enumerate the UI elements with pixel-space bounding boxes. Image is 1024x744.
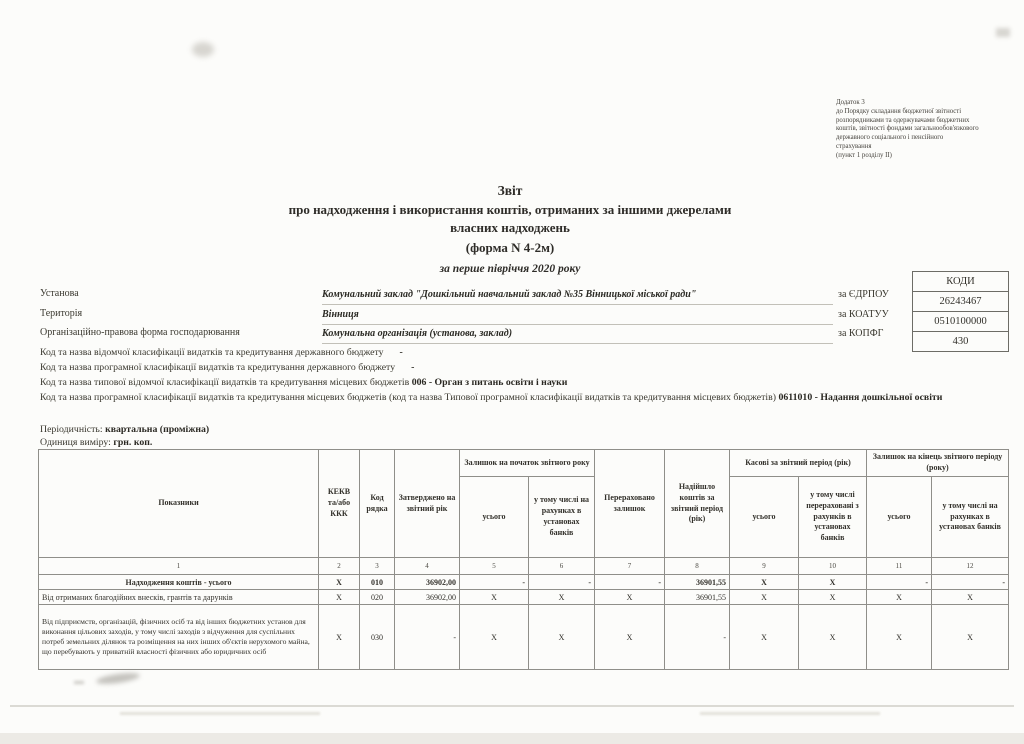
appendix-line: до Порядку складання бюджетної звітності <box>836 107 962 115</box>
cell: - <box>665 605 730 670</box>
column-number: 5 <box>460 558 529 575</box>
code-label-edrpou: за ЄДРПОУ <box>838 289 889 300</box>
codes-box-header: КОДИ <box>913 272 1008 292</box>
cell: X <box>319 575 360 590</box>
title-line: власних надходжень <box>450 220 570 235</box>
row-label: Від підприємств, організацій, фізичних осіб та від інших бюджетних установ для виконання цільових заходів, у тому числі заходів з відчуження для суспільних потреб земельних ділянок та розміщення на них інших об'єктів нерухомого майна, що перебувають у приватній власності фізичних або юридичних осіб <box>39 605 319 670</box>
scan-smudge-handwriting <box>96 671 141 686</box>
field-value-org-form: Комунальна організація (установа, заклад) <box>322 328 833 344</box>
column-number: 3 <box>360 558 395 575</box>
row-label: Від отриманих благодійних внесків, грантів та дарунків <box>39 590 319 605</box>
field-label-territory: Територія <box>40 308 83 319</box>
field-label-ustanova: Установа <box>40 288 79 299</box>
col-group-cash: Касові за звітний період (рік) <box>730 450 867 477</box>
cell: - <box>867 575 932 590</box>
title-line: Звіт <box>497 183 523 198</box>
classification-code: - <box>411 362 415 373</box>
appendix-line: коштів, звітності фондами загальнообов'язкового <box>836 125 979 133</box>
classification-text: Код та назва програмної класифікації видатків та кредитування місцевих бюджетів (код та назва Типової програмної класифікації видатків та кредитування місцевих бюджетів) <box>40 392 777 403</box>
column-number: 8 <box>665 558 730 575</box>
cell: 030 <box>360 605 395 670</box>
subcol-incl-transferred: у тому числі перераховані з рахунків в установах банків <box>799 477 867 558</box>
periodicity-value: квартальна (проміжна) <box>105 424 210 435</box>
col-group-balance-end: Залишок на кінець звітного періоду (року) <box>867 450 1009 477</box>
cell: X <box>595 605 665 670</box>
classification-code: - <box>399 347 403 358</box>
appendix-line: Додаток 3 <box>836 99 865 106</box>
column-number: 12 <box>932 558 1009 575</box>
cell: 010 <box>360 575 395 590</box>
code-koatuu-value: 0510100000 <box>913 312 1008 332</box>
classification-line-2 <box>40 361 998 375</box>
cell: X <box>799 605 867 670</box>
row-label: Надходження коштів - усього <box>39 575 319 590</box>
cell: X <box>730 575 799 590</box>
classification-code: 006 - Орган з питань освіти і науки <box>411 377 568 388</box>
scan-line <box>120 712 320 715</box>
classification-text: Код та назва програмної класифікації видатків та кредитування державного бюджету <box>40 362 396 373</box>
subcol-total: усього <box>867 477 932 558</box>
col-group-balance-start: Залишок на початок звітного року <box>460 450 595 477</box>
column-number: 1 <box>39 558 319 575</box>
report-period: за перше півріччя 2020 року <box>439 263 581 275</box>
codes-box <box>912 271 1009 352</box>
code-label-koatuu: за КОАТУУ <box>838 309 889 320</box>
classification-text: Код та назва відомчої класифікації видатків та кредитування державного бюджету <box>40 347 384 358</box>
cell: 36901,55 <box>665 575 730 590</box>
classification-line-4 <box>40 391 998 405</box>
appendix-note <box>836 99 1018 161</box>
cell: X <box>319 605 360 670</box>
subcol-incl-banks: у тому числі на рахунках в установах банків <box>529 477 595 558</box>
appendix-line: страхування <box>836 143 872 151</box>
cell: - <box>595 575 665 590</box>
cell: - <box>395 605 460 670</box>
scan-smudge <box>74 681 84 684</box>
appendix-line: розпорядниками та одержувачами бюджетних <box>836 116 970 124</box>
cell: X <box>867 605 932 670</box>
cell: 020 <box>360 590 395 605</box>
column-number-row <box>39 558 1009 575</box>
code-kopfg-value: 430 <box>913 332 1008 352</box>
column-number: 2 <box>319 558 360 575</box>
cell: X <box>529 605 595 670</box>
cell: X <box>319 590 360 605</box>
table-row <box>39 575 1009 590</box>
col-header-received: Надійшло коштів за звітний період (рік) <box>665 450 730 558</box>
cell: X <box>730 605 799 670</box>
cell: X <box>799 590 867 605</box>
subcol-total: усього <box>730 477 799 558</box>
appendix-line: державного соціального і пенсійного <box>836 134 944 142</box>
title-line: про надходження і використання коштів, отриманих за іншими джерелами <box>288 202 732 217</box>
unit-value: грн. коп. <box>113 437 153 448</box>
unit-line <box>40 437 152 448</box>
col-header-row-code: Код рядка <box>360 450 395 558</box>
cell: X <box>867 590 932 605</box>
col-header-transferred: Перераховано залишок <box>595 450 665 558</box>
cell: X <box>730 590 799 605</box>
cell: 36901,55 <box>665 590 730 605</box>
cell: X <box>460 605 529 670</box>
classification-code: 0611010 - Надання дошкільної освіти <box>778 392 943 403</box>
classification-line-1 <box>40 346 998 360</box>
cell: X <box>595 590 665 605</box>
cell: X <box>460 590 529 605</box>
field-label-org-form: Організаційно-правова форма господарювання <box>40 327 240 338</box>
cell: 36902,00 <box>395 575 460 590</box>
unit-label: Одиниця виміру: <box>40 437 111 448</box>
column-number: 4 <box>395 558 460 575</box>
scan-smudge <box>192 42 214 57</box>
cell: X <box>529 590 595 605</box>
scan-line <box>10 705 1014 707</box>
form-number: (форма N 4-2м) <box>465 240 555 255</box>
subcol-incl-banks: у тому числі на рахунках в установах банків <box>932 477 1009 558</box>
column-number: 6 <box>529 558 595 575</box>
cell: X <box>932 590 1009 605</box>
col-header-indicators: Показники <box>39 450 319 558</box>
cell: - <box>932 575 1009 590</box>
cell: X <box>799 575 867 590</box>
scan-line <box>700 712 880 715</box>
periodicity-label: Періодичність: <box>40 424 103 435</box>
scan-edge-band <box>0 733 1024 744</box>
col-header-approved: Затверджено на звітний рік <box>395 450 460 558</box>
table-row <box>39 590 1009 605</box>
code-edrpou-value: 26243467 <box>913 292 1008 312</box>
report-title <box>30 183 990 275</box>
field-value-territory: Вінниця <box>322 309 833 325</box>
cell: 36902,00 <box>395 590 460 605</box>
cell: X <box>932 605 1009 670</box>
cell: - <box>529 575 595 590</box>
appendix-line: (пункт 1 розділу ІІ) <box>836 151 892 159</box>
column-number: 10 <box>799 558 867 575</box>
field-value-ustanova: Комунальний заклад "Дошкільний навчальний заклад №35 Вінницької міської ради" <box>322 289 833 305</box>
table-body <box>39 575 1009 670</box>
code-label-kopfg: за КОПФГ <box>838 328 884 339</box>
col-header-kekv: КЕКВ та/або ККК <box>319 450 360 558</box>
column-number: 9 <box>730 558 799 575</box>
classification-line-3 <box>40 376 998 390</box>
classification-text: Код та назва типової відомчої класифікації видатків та кредитування місцевих бюджетів <box>40 377 410 388</box>
scan-smudge <box>996 28 1010 37</box>
column-number: 7 <box>595 558 665 575</box>
periodicity-line <box>40 424 209 435</box>
table-row <box>39 605 1009 670</box>
report-table <box>38 449 1009 670</box>
cell: - <box>460 575 529 590</box>
subcol-total: усього <box>460 477 529 558</box>
column-number: 11 <box>867 558 932 575</box>
